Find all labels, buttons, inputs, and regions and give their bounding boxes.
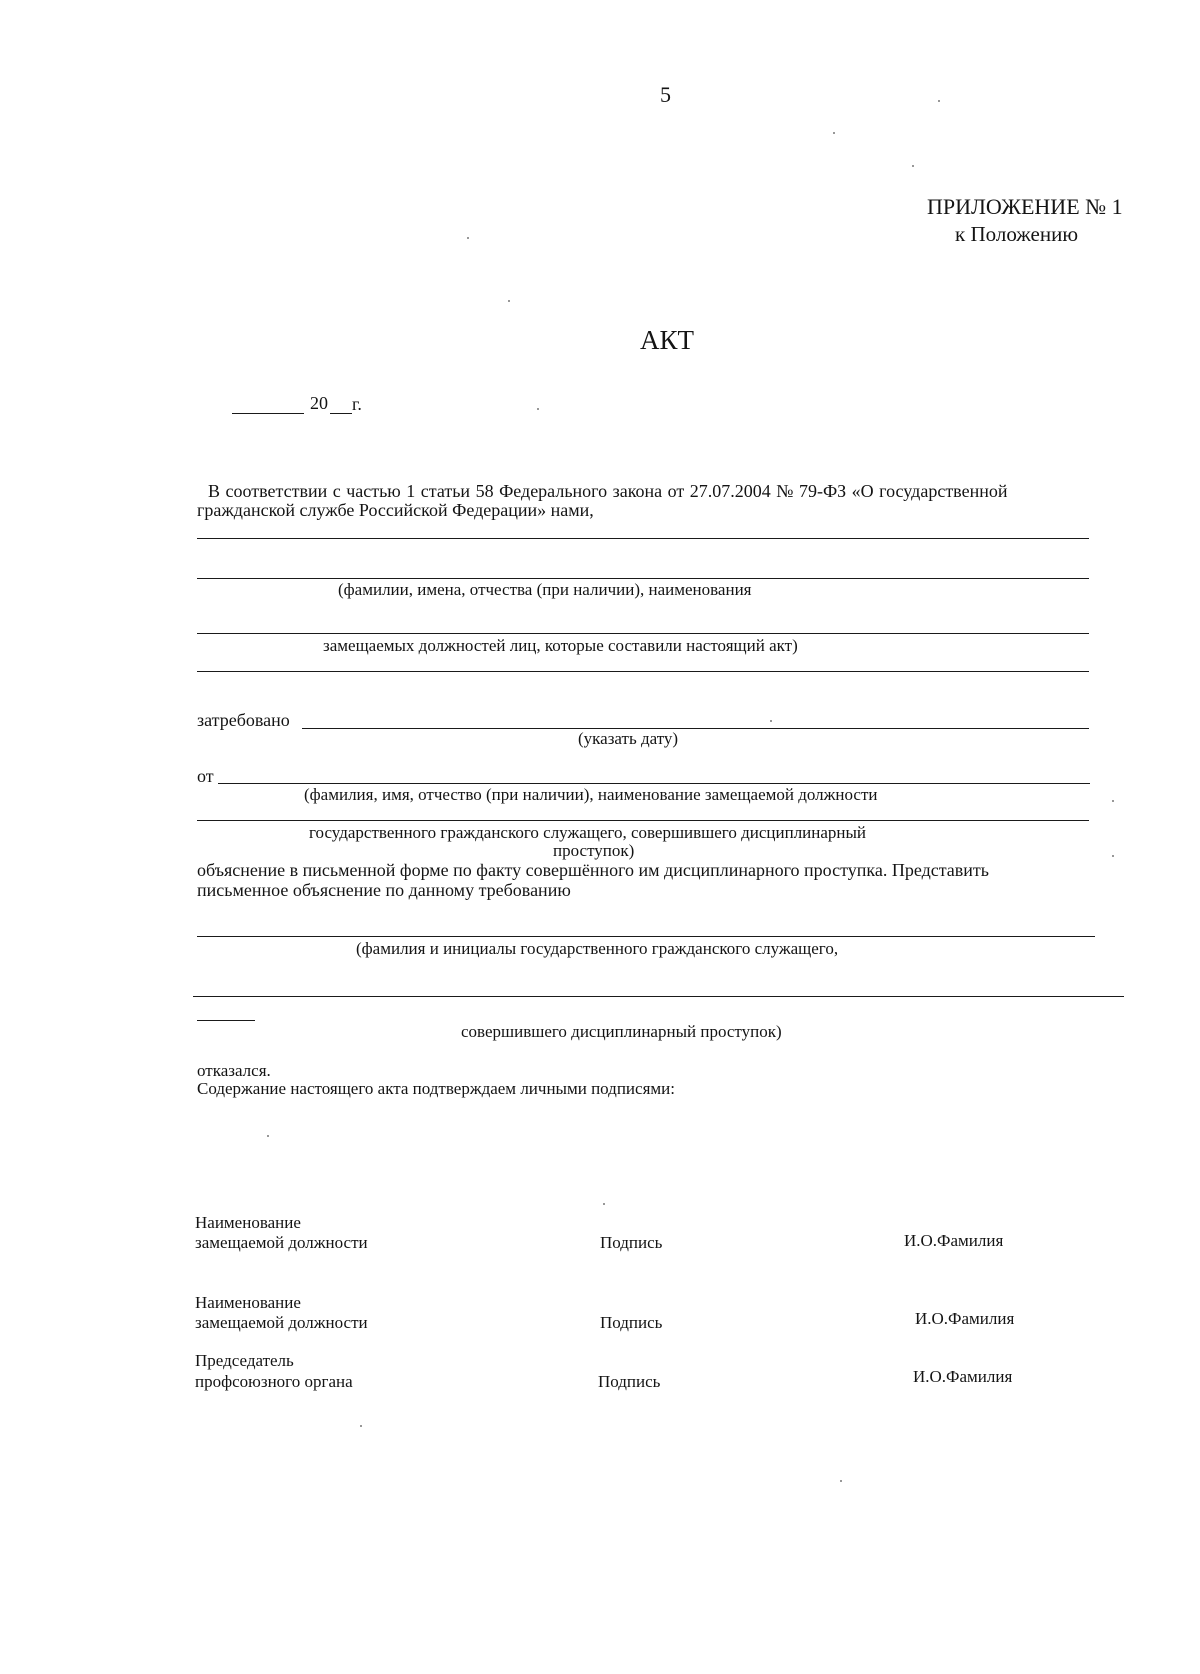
signature-name-label: И.О.Фамилия [915,1309,1015,1328]
refused-person-field-2[interactable] [193,996,1124,997]
page-number: 5 [660,82,671,107]
date-year-prefix: 20 [310,393,328,413]
signature-name-label: И.О.Фамилия [904,1231,1004,1250]
signature-sign-label: Подпись [598,1372,661,1391]
scan-speck [603,1203,605,1205]
explanation-line-2: письменное объяснение по данному требованию [197,880,571,900]
date-day-month-blank[interactable] [232,413,304,414]
scan-speck [360,1425,362,1427]
appendix-title: ПРИЛОЖЕНИЕ № 1 [927,194,1123,219]
signatories-field-2[interactable] [197,578,1089,579]
scan-speck [770,720,772,722]
employee-field-2[interactable] [197,820,1089,821]
employee-caption-3: проступок) [553,841,635,860]
signature-name-label: И.О.Фамилия [913,1367,1013,1386]
scan-speck [938,100,940,102]
refused-person-caption-1: (фамилия и инициалы государственного гражданского служащего, [356,939,839,958]
date-year-suffix: г. [352,394,362,414]
scan-speck [912,165,914,167]
requested-date-field[interactable] [302,728,1089,729]
employee-field-1[interactable] [218,783,1090,784]
signatories-caption-2: замещаемых должностей лиц, которые составили настоящий акт) [323,636,798,655]
signature-position-line-1: Наименование [195,1213,301,1232]
scan-speck [537,408,539,410]
signature-position-line-2: профсоюзного органа [195,1372,353,1391]
signature-sign-label: Подпись [600,1313,663,1332]
signatories-caption-1: (фамилии, имена, отчества (при наличии), наименования [338,580,752,599]
document-title: АКТ [640,325,694,355]
signature-sign-label: Подпись [600,1233,663,1252]
scan-speck [840,1480,842,1482]
employee-caption-2: государственного гражданского служащего, совершившего дисциплинарный [309,823,867,842]
refused-person-field-1[interactable] [197,936,1095,937]
refused-text: отказался. [197,1061,271,1080]
appendix-subtitle: к Положению [955,222,1079,246]
refused-person-field-3[interactable] [197,1020,255,1021]
requested-label: затребовано [197,710,290,730]
scan-speck [267,1135,269,1137]
scan-speck [467,237,469,239]
signatories-field-1[interactable] [197,538,1089,539]
signatories-field-3[interactable] [197,633,1089,634]
signatories-field-4[interactable] [197,671,1089,672]
intro-line-1: В соответствии с частью 1 статьи 58 Федерального закона от 27.07.2004 № 79-ФЗ «О государственной [208,481,1008,501]
explanation-line-1: объяснение в письменной форме по факту совершённого им дисциплинарного проступка. Представить [197,860,989,880]
from-label: от [197,766,214,786]
signature-position-line-1: Наименование [195,1293,301,1312]
requested-date-caption: (указать дату) [578,729,679,748]
signature-position-line-1: Председатель [195,1351,294,1370]
scan-speck [1112,855,1114,857]
signature-position-line-2: замещаемой должности [195,1233,368,1252]
date-year-blank[interactable] [330,413,352,414]
refused-person-caption-2: совершившего дисциплинарный проступок) [461,1022,782,1041]
scan-speck [508,300,510,302]
scan-speck [833,132,835,134]
employee-caption-1: (фамилия, имя, отчество (при наличии), наименование замещаемой должности [304,785,878,804]
confirm-text: Содержание настоящего акта подтверждаем личными подписями: [197,1079,675,1098]
intro-line-2: гражданской службе Российской Федерации» нами, [197,500,594,520]
scan-speck [1112,800,1114,802]
signature-position-line-2: замещаемой должности [195,1313,368,1332]
